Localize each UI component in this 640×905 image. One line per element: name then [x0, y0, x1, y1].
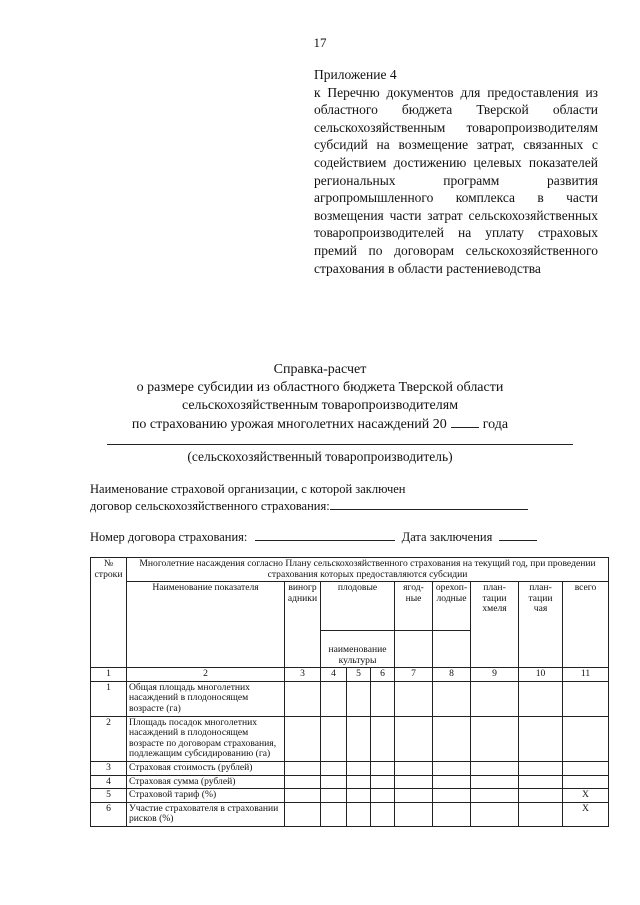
data-cell[interactable] [321, 681, 347, 716]
data-cell[interactable] [433, 681, 471, 716]
data-cell[interactable] [371, 761, 395, 775]
berry-subcell[interactable] [395, 631, 433, 668]
heading-line-3: сельскохозяйственным товаропроизводителям [181, 398, 459, 413]
data-cell[interactable] [285, 802, 321, 826]
data-cell[interactable] [395, 716, 433, 761]
column-index: 7 [395, 668, 433, 682]
data-cell[interactable] [321, 761, 347, 775]
data-cell[interactable] [395, 681, 433, 716]
appendix-text: к Перечню документов для предоставления из областного бюджета Тверской области сельскохозяйственным товаропроизводителям субсидий на возмещение затрат, связанных с содействием достижению целевых показателей региональных программ развития агропромышленного комплекса в части возмещения части затрат сельскохозяйственных товаропроизводителей на уплату страховых премий по договорам сельскохозяйственного страхования в области растениеводства [314, 84, 598, 276]
contract-date-blank[interactable] [499, 528, 537, 541]
table-row [91, 775, 609, 789]
fruit-header: плодовые [321, 582, 395, 631]
berry-header: ягодные [395, 582, 433, 631]
column-index: 4 [321, 668, 347, 682]
total-cell: Х [563, 789, 609, 803]
hops-header: плантации хмеля [471, 582, 519, 668]
data-cell[interactable] [347, 761, 371, 775]
data-cell[interactable] [347, 681, 371, 716]
insurer-line-1: Наименование страховой организации, с которой заключен [90, 482, 406, 496]
data-cell[interactable] [395, 789, 433, 803]
data-cell[interactable] [347, 802, 371, 826]
page-number: 17 [313, 35, 327, 50]
nut-subcell[interactable] [433, 631, 471, 668]
data-cell[interactable] [285, 789, 321, 803]
data-cell[interactable] [321, 802, 347, 826]
data-cell[interactable] [433, 716, 471, 761]
heading-title: Справка-расчет [273, 362, 367, 377]
column-index: 9 [471, 668, 519, 682]
row-label: Участие страхователя в страховании рисков (%) [127, 802, 285, 826]
data-cell[interactable] [285, 681, 321, 716]
insurer-blank[interactable] [330, 497, 528, 510]
data-cell[interactable] [395, 802, 433, 826]
column-index: 8 [433, 668, 471, 682]
data-cell[interactable] [471, 716, 519, 761]
appendix-title: Приложение 4 [314, 67, 397, 82]
data-cell[interactable] [519, 789, 563, 803]
producer-blank-line[interactable] [107, 444, 573, 445]
year-blank[interactable] [451, 415, 479, 428]
row-number: 4 [91, 775, 127, 789]
data-cell[interactable] [347, 775, 371, 789]
table-row [91, 716, 609, 761]
row-number: 2 [91, 716, 127, 761]
data-cell[interactable] [347, 789, 371, 803]
data-cell[interactable] [519, 716, 563, 761]
data-cell[interactable] [285, 761, 321, 775]
total-cell[interactable] [563, 761, 609, 775]
data-cell[interactable] [321, 775, 347, 789]
row-number: 3 [91, 761, 127, 775]
heading-year-prefix: по страхованию урожая многолетних насаждений 20 [131, 417, 447, 432]
data-cell[interactable] [471, 789, 519, 803]
contract-number-label: Номер договора страхования: [90, 530, 248, 544]
vineyards-header: виноградники [285, 582, 321, 668]
table-row [91, 802, 609, 826]
data-cell[interactable] [285, 775, 321, 789]
column-index: 3 [285, 668, 321, 682]
data-cell[interactable] [371, 775, 395, 789]
data-cell[interactable] [395, 775, 433, 789]
producer-caption: (сельскохозяйственный товаропроизводитель) [187, 449, 453, 464]
row-number: 5 [91, 789, 127, 803]
data-cell[interactable] [471, 802, 519, 826]
crop-name-header: наименование культуры [321, 631, 395, 668]
indicator-header: Наименование показателя [127, 582, 285, 668]
data-cell[interactable] [371, 681, 395, 716]
heading-line-4 [0, 415, 640, 434]
total-cell[interactable] [563, 775, 609, 789]
data-cell[interactable] [519, 761, 563, 775]
data-cell[interactable] [433, 789, 471, 803]
data-cell[interactable] [371, 802, 395, 826]
row-label: Страховая стоимость (рублей) [127, 761, 285, 775]
row-number: 6 [91, 802, 127, 826]
insurer-label: договор сельскохозяйственного страхования: [90, 499, 330, 513]
total-cell[interactable] [563, 681, 609, 716]
contract-date-label: Дата заключения [401, 530, 493, 544]
data-cell[interactable] [371, 789, 395, 803]
data-cell[interactable] [519, 681, 563, 716]
document-heading [0, 361, 640, 434]
table-row [91, 681, 609, 716]
column-index: 5 [347, 668, 371, 682]
insurer-line-2 [90, 497, 610, 514]
nut-header: орехоплодные [433, 582, 471, 631]
heading-line-2: о размере субсидии из областного бюджета Тверской области [136, 380, 504, 395]
heading-year-suffix: года [482, 417, 509, 432]
row-label: Общая площадь многолетних насаждений в плодоносящем возрасте (га) [127, 681, 285, 716]
column-index: 1 [91, 668, 127, 682]
data-cell[interactable] [371, 716, 395, 761]
row-label: Страховая сумма (рублей) [127, 775, 285, 789]
insurer-block [90, 482, 610, 514]
appendix-block [314, 66, 598, 277]
table-row [91, 761, 609, 775]
row-label: Площадь посадок многолетних насаждений в плодоносящем возрасте по договорам страхования, подлежащим субсидированию (га) [127, 716, 285, 761]
contract-block [90, 528, 610, 545]
data-cell[interactable] [471, 761, 519, 775]
data-cell[interactable] [471, 775, 519, 789]
column-index-row [91, 668, 609, 682]
row-number: 1 [91, 681, 127, 716]
data-cell[interactable] [433, 761, 471, 775]
calculation-table [90, 557, 609, 827]
data-cell[interactable] [321, 789, 347, 803]
data-cell[interactable] [519, 802, 563, 826]
total-header: всего [563, 582, 609, 668]
data-cell[interactable] [347, 716, 371, 761]
data-cell[interactable] [285, 716, 321, 761]
data-cell[interactable] [433, 775, 471, 789]
data-cell[interactable] [519, 775, 563, 789]
column-index: 10 [519, 668, 563, 682]
column-index: 2 [127, 668, 285, 682]
tea-header: плантации чая [519, 582, 563, 668]
table-row [91, 789, 609, 803]
data-cell[interactable] [471, 681, 519, 716]
column-index: 11 [563, 668, 609, 682]
data-cell[interactable] [395, 761, 433, 775]
contract-number-blank[interactable] [255, 528, 395, 541]
data-cell[interactable] [433, 802, 471, 826]
column-index: 6 [371, 668, 395, 682]
total-cell[interactable] [563, 716, 609, 761]
group-header: Многолетние насаждения согласно Плану сельскохозяйственного страхования на текущий год, при проведении страхования которых предоставляются субсидии [127, 558, 609, 582]
col-row-number-header: № строки [91, 558, 127, 668]
total-cell: Х [563, 802, 609, 826]
row-label: Страховой тариф (%) [127, 789, 285, 803]
data-cell[interactable] [321, 716, 347, 761]
